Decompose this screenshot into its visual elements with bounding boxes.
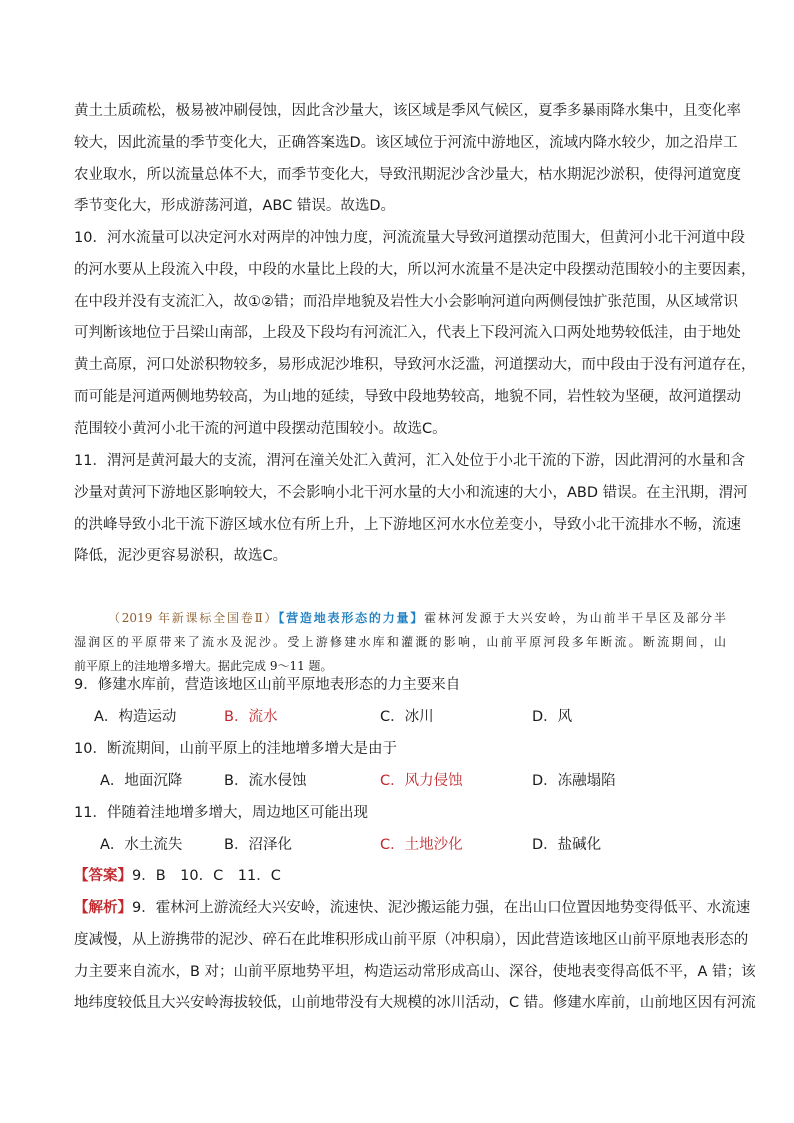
text-line: 地纬度较低且大兴安岭海拔较低，山前地带没有大规模的冰川活动，C 错。修建水库前，山前地区因有河流: [74, 995, 756, 1012]
text-line: 降低，泥沙更容易淤积，故选C。: [74, 548, 288, 565]
question-10-options: [94, 771, 734, 791]
paragraph-explanation-11: [74, 446, 748, 573]
option-a: A．构造运动: [94, 709, 177, 725]
analysis-text: 9．霍林河上游流经大兴安岭，流速快、泥沙搬运能力强，在出山口位置因地势变得低平、水流速: [132, 900, 751, 916]
text-line: 季节变化大，形成游荡河道，ABC 错误。故选D。: [74, 198, 396, 215]
question-intro: [74, 606, 726, 678]
analysis-paragraph: [74, 893, 756, 1020]
intro-line: [74, 606, 726, 630]
paragraph-explanation-10: [74, 223, 756, 446]
option-b: B．流水: [224, 709, 278, 725]
option-a: A．水土流失: [100, 837, 183, 853]
text-line: 可判断该地位于吕梁山南部，上段及下段均有河流汇入，代表上下段河流入口两处地势较低洼，由于地处: [74, 325, 741, 342]
question-9-options: [94, 707, 734, 727]
option-c: C．风力侵蚀: [380, 773, 463, 789]
text-line: 黄土土质疏松，极易被冲刷侵蚀，因此含沙量大，该区域是季风气候区，夏季多暴雨降水集中，且变化率: [74, 103, 741, 119]
text-line: 11．渭河是黄河最大的支流，渭河在潼关处汇入黄河，汇入处位于小北干流的下游，因此渭河的水量和含: [74, 453, 745, 469]
text-line: 的河水要从上段流入中段，中段的水量比上段的大，所以河水流量不是决定中段摆动范围较小的主要因素，: [74, 261, 756, 278]
question-11-options: [94, 835, 734, 855]
analysis-tag: 【解析】: [74, 900, 132, 916]
answer-text: 9．B 10．C 11．C: [132, 868, 281, 884]
text-line: 范围较小黄河小北干流的河道中段摆动范围较小。故选C。: [74, 420, 447, 437]
option-c: C．土地沙化: [380, 837, 463, 853]
answer-line: [74, 866, 281, 886]
answer-tag: 【答案】: [74, 868, 132, 884]
option-a: A．地面沉降: [100, 773, 183, 789]
text-line: 度减慢，从上游携带的泥沙、碎石在此堆积形成山前平原（冲积扇），因此营造该地区山前平原地表形态的: [74, 931, 749, 948]
option-b: B．沼泽化: [224, 837, 292, 853]
topic-label: 【营造地表形态的力量】: [278, 611, 425, 625]
text-line: 黄土高原，河口处淤积物较多，易形成泥沙堆积，导致河水泛滥，河道摆动大，而中段由于没有河道存在，: [74, 357, 756, 374]
option-d: D．盐碱化: [532, 837, 602, 853]
question-10-stem: 10．断流期间，山前平原上的洼地增多增大是由于: [74, 741, 397, 757]
option-b: B．流水侵蚀: [224, 773, 307, 789]
option-d: D．冻融塌陷: [532, 773, 616, 789]
text-line: 在中段并没有支流汇入，故①②错；而沿岸地貌及岩性大小会影响河道向两侧侵蚀扩张范围，从区域常识: [74, 293, 738, 310]
text-line: [74, 893, 751, 925]
text-line: 力主要来自流水，B 对；山前平原地势平坦，构造运动常形成高山、深谷，使地表变得高低不平，A 错；该: [74, 963, 756, 980]
text-line: 10．河水流量可以决定河水对两岸的冲蚀力度，河流流量大导致河道摆动范围大，但黄河小北干河道中段: [74, 230, 745, 246]
question-9-stem: 9．修建水库前，营造该地区山前平原地表形态的力主要来自: [74, 677, 461, 693]
intro-text: 霍林河发源于大兴安岭，为山前半干旱区及部分半: [424, 611, 726, 625]
intro-line: 前平原上的洼地增多增大。据此完成 9～11 题。: [74, 659, 333, 673]
question-11-stem: 11．伴随着洼地增多增大，周边地区可能出现: [74, 805, 368, 821]
text-line: 较大，因此流量的季节变化大，正确答案选D。该区域位于河流中游地区，流域内降水较少，加之沿岸工: [74, 134, 738, 151]
text-line: 农业取水，所以流量总体不大，而季节变化大，导致汛期泥沙含沙量大，枯水期泥沙淤积，使得河道宽度: [74, 166, 741, 183]
paragraph-continued-explanation: [74, 96, 741, 223]
text-line: 沙量对黄河下游地区影响较大，不会影响小北干河水量的大小和流速的大小，ABD 错误。在主汛期，渭河: [74, 484, 748, 501]
source-label: （2019 年新课标全国卷Ⅱ）: [108, 611, 279, 625]
option-d: D．风: [532, 709, 573, 725]
option-c: C．冰川: [380, 709, 434, 725]
text-line: 的洪峰导致小北干流下游区域水位有所上升，上下游地区河水水位差变小，导致小北干流排水不畅，流速: [74, 516, 741, 533]
text-line: 而可能是河道两侧地势较高，为山地的延续，导致中段地势较高，地貌不同，岩性较为坚硬，故河道摆动: [74, 388, 741, 405]
intro-line: 湿润区的平原带来了流水及泥沙。受上游修建水库和灌溉的影响，山前平原河段多年断流。断流期间，山: [74, 635, 726, 649]
